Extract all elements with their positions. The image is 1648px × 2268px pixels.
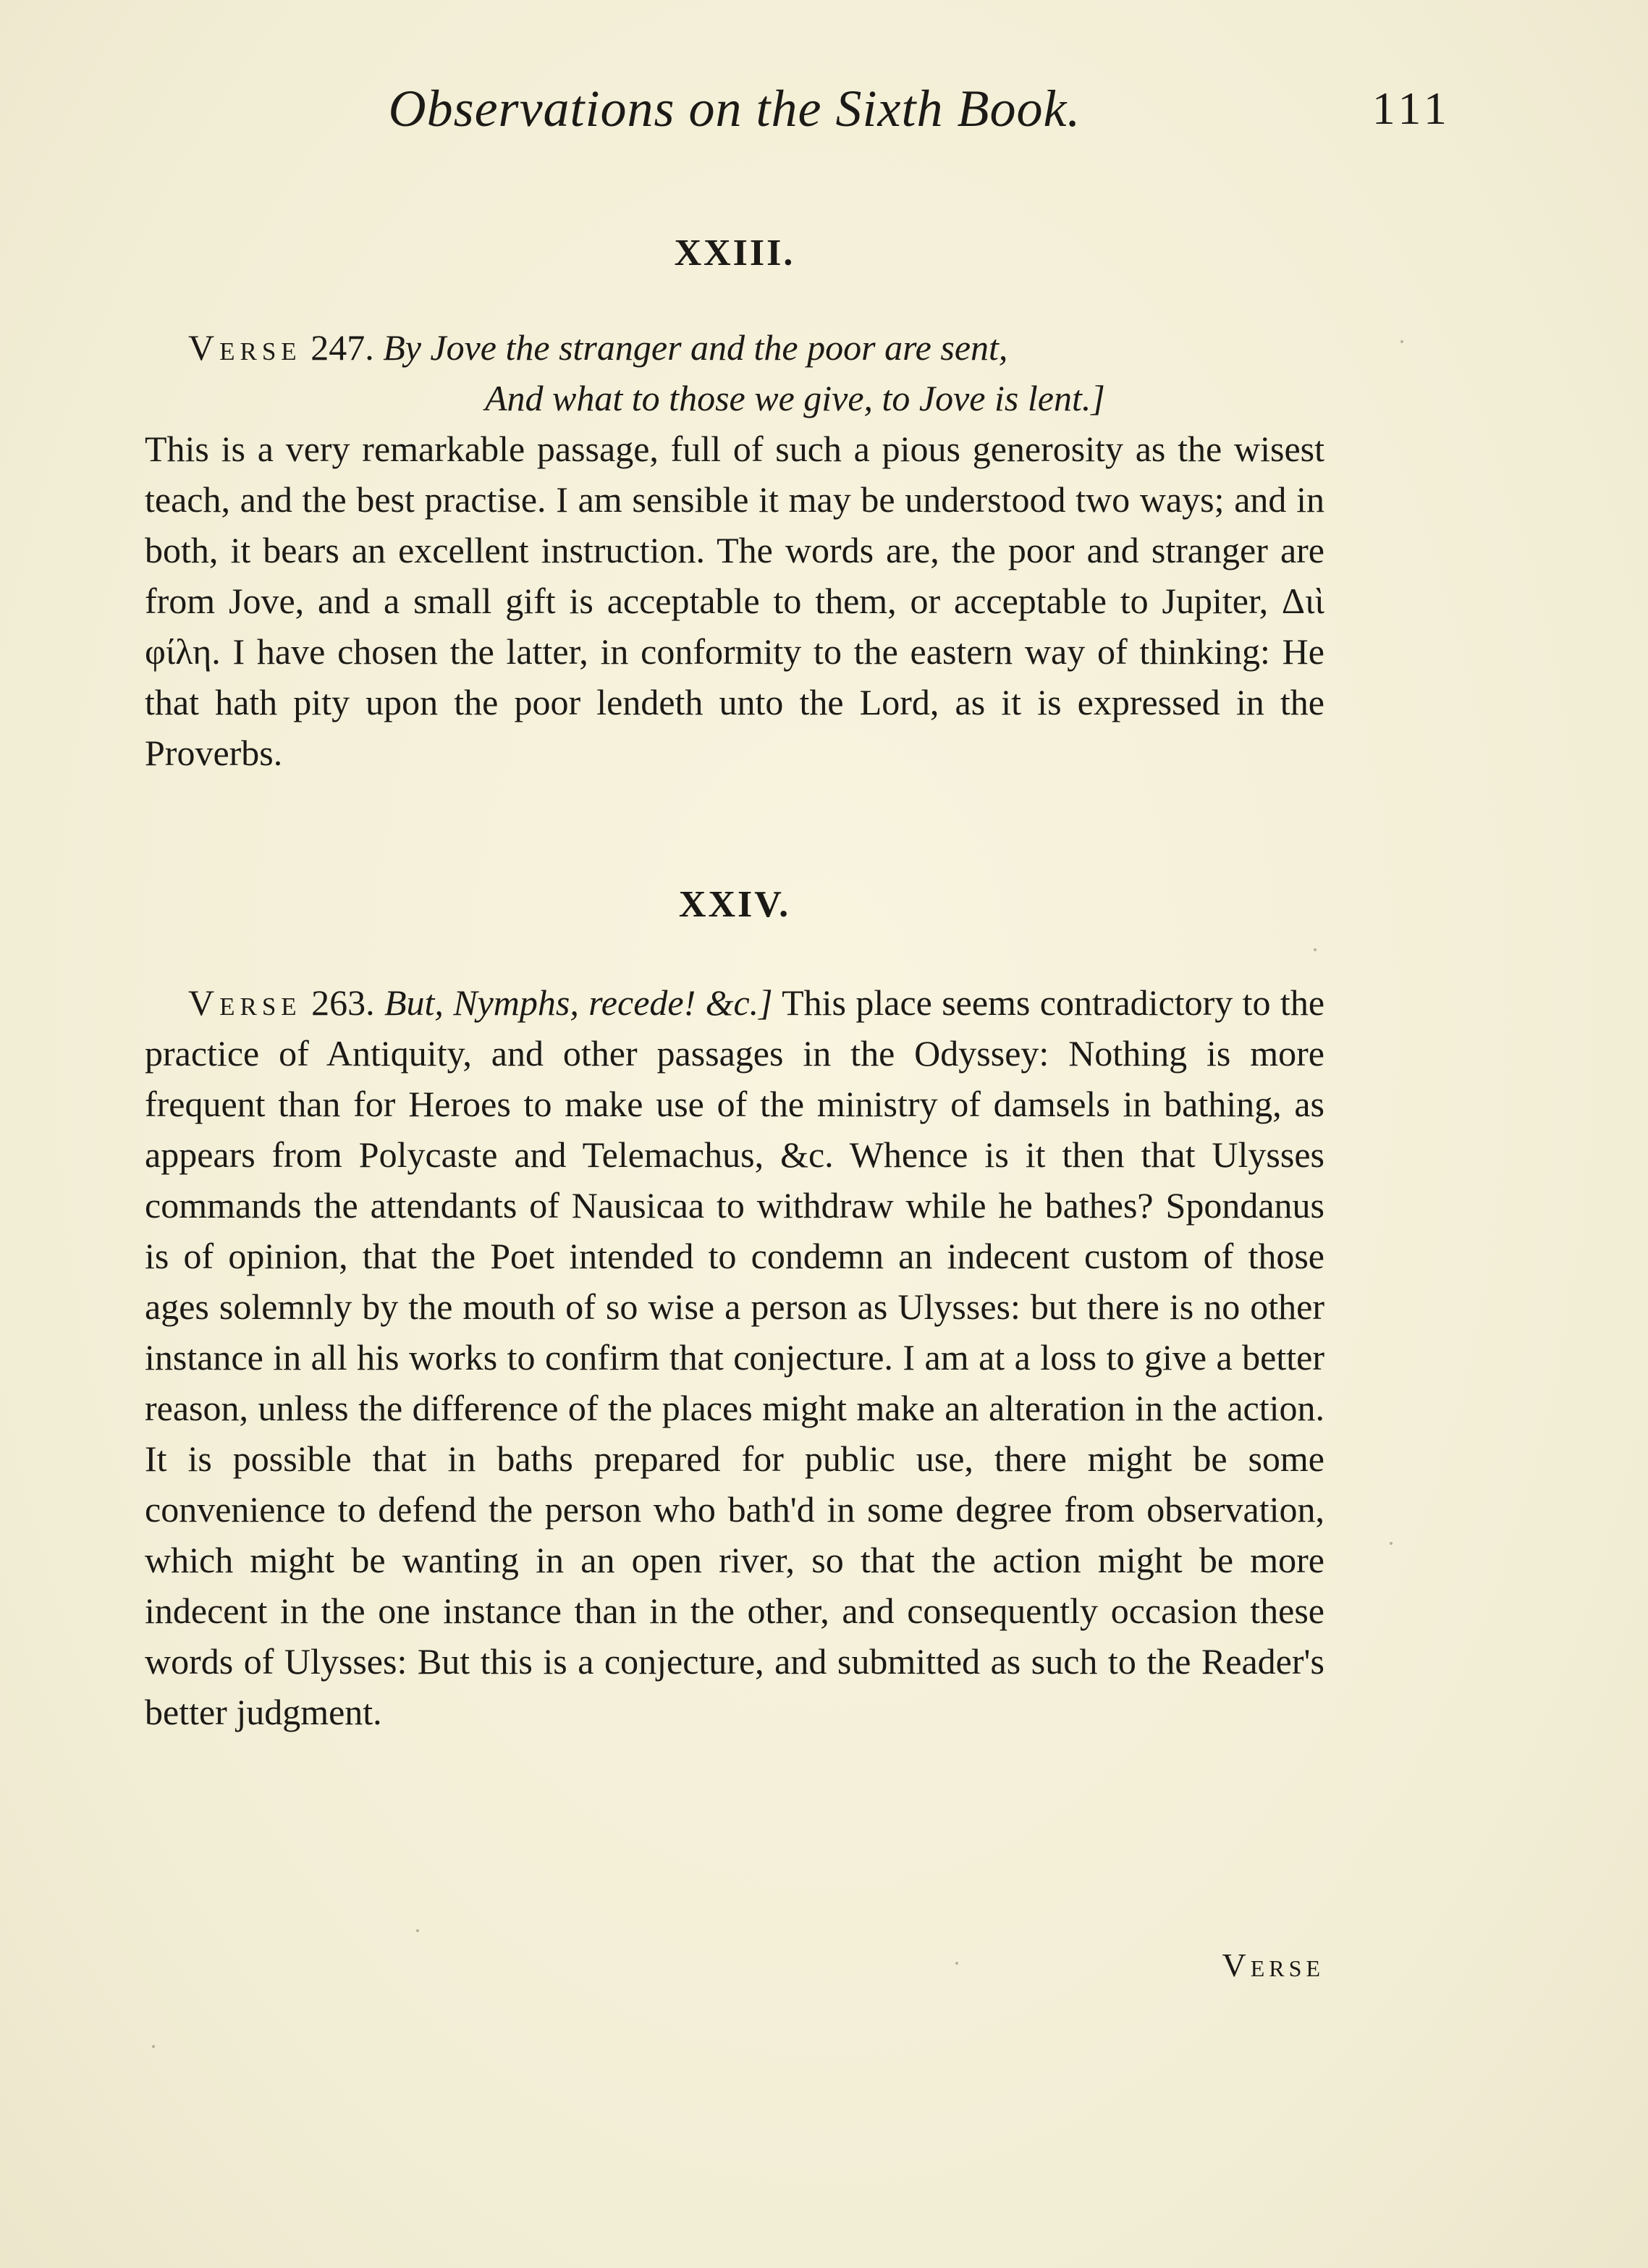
- running-title: Observations on the Sixth Book.: [388, 80, 1081, 138]
- paper-speck: [1400, 340, 1403, 343]
- paper-speck: [1314, 948, 1317, 951]
- running-head: [145, 69, 1451, 148]
- verse-citation: [145, 982, 773, 1023]
- verse-number: 247.: [310, 327, 374, 368]
- verse-number: 263.: [311, 982, 375, 1023]
- quote-line-2: And what to those we give, to Jove is lent.]: [485, 378, 1105, 418]
- section-heading: XXIV.: [678, 884, 791, 925]
- page-number: 111: [1372, 83, 1451, 134]
- paper-speck: [416, 1929, 419, 1932]
- paper-speck: [152, 2045, 155, 2048]
- note-section-xxiv: [145, 876, 1324, 1737]
- verse-citation: [145, 322, 1324, 373]
- note-body: This is a very remarkable passage, full of such a pious generosity as the wisest teach, and the best practise. I am sensible it may be understood two ways; and in both, it bears an excellent instruction. The words are, the poor and stranger are from Jove, and a small gift is acceptable to them, or acceptable to Jupiter, Διὶ φίλη. I have chosen the latter, in conformity to the eastern way of thinking: He that hath pity upon the poor lendeth unto the Lord, as it is expressed in the Proverbs.: [145, 429, 1324, 773]
- paper-speck: [955, 1962, 958, 1965]
- verse-label: Verse: [188, 327, 302, 368]
- catchword: Verse: [1222, 1947, 1324, 1984]
- note-section-xxiii: [145, 224, 1324, 778]
- paper-speck: [1390, 1542, 1393, 1545]
- verse-label: Verse: [188, 982, 302, 1023]
- quote-line-2-row: [145, 373, 1324, 423]
- note-paragraph: [145, 977, 1324, 1737]
- section-heading: XXIII.: [674, 232, 795, 274]
- quote-line: But, Nymphs, recede! &c.]: [384, 982, 773, 1023]
- note-body: This place seems contradictory to the practice of Antiquity, and other passages in the Odyssey: Nothing is more frequent than for Heroes to make use of the ministry of damsels in bathing, as appears from Polycaste and Telemachus, &c. Whence is it then that Ulysses commands the attendants of Nausicaa to withdraw while he bathes? Spondanus is of opinion, that the Poet intended to condemn an indecent custom of those ages solemnly by the mouth of so wise a person as Ulysses: but there is no other instance in all his works to confirm that conjecture. I am at a loss to give a better reason, unless the difference of the places might make an alteration in the action. It is possible that in baths prepared for public use, there might be some convenience to defend the person who bath'd in some degree from observation, which might be wanting in an open river, so that the action might be more indecent in the one instance than in the other, and consequently occasion these words of Ulysses: But this is a conjecture, and submitted as such to the Reader's better judgment.: [145, 982, 1325, 1732]
- quote-line-1: By Jove the stranger and the poor are sent,: [383, 327, 1008, 368]
